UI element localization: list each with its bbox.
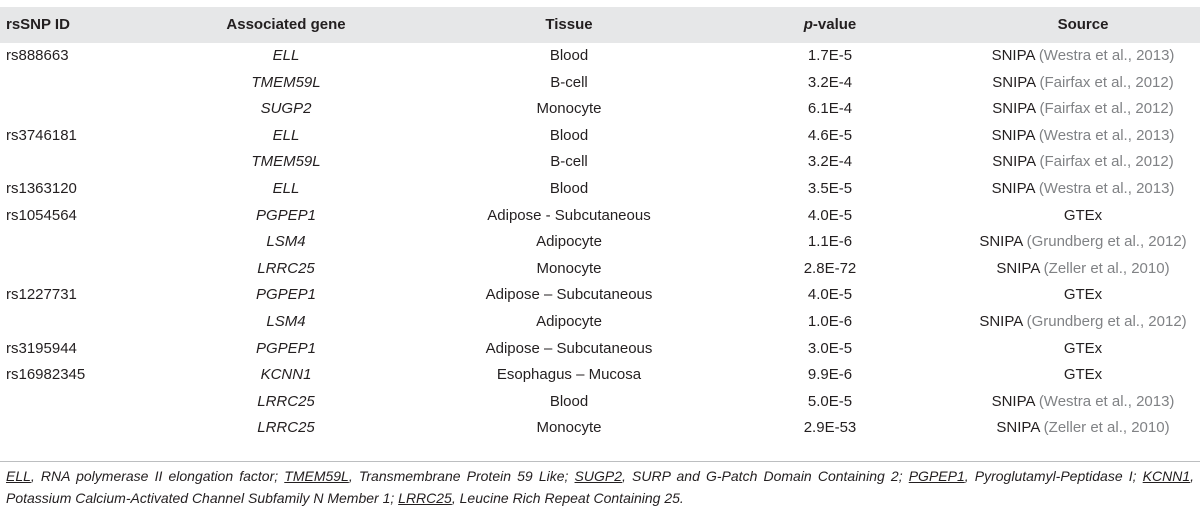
pvalue-cell: 3.2E-4 [807,153,853,171]
snp-cell: rs1054564 [6,206,77,224]
tissue-cell: Esophagus – Mucosa [496,366,642,384]
table-row [0,229,1200,256]
source-reference: (Zeller et al., 2010) [1043,259,1170,277]
snp-cell: rs888663 [6,47,69,64]
source-reference: (Fairfax et al., 2012) [1039,153,1174,171]
tissue-cell: Adipose – Subcutaneous [485,339,653,357]
source-cell [968,70,1198,97]
source-cell [968,43,1198,70]
source-name: SNIPA [996,419,1040,437]
source-cell [968,203,1198,230]
table-row [0,176,1200,203]
tissue-cell: Monocyte [536,100,602,118]
source-cell [968,256,1198,283]
table-row [0,389,1200,416]
source-cell [968,96,1198,123]
source-reference: (Westra et al., 2013) [1038,392,1175,410]
source-name: SNIPA [992,153,1036,171]
pvalue-cell: 4.6E-5 [807,126,853,144]
source-name: GTEx [1063,286,1103,304]
table-row [0,362,1200,389]
source-reference: (Westra et al., 2013) [1038,179,1175,197]
source-name: SNIPA [991,126,1035,144]
tissue-cell: Monocyte [536,259,602,277]
source-name: SNIPA [991,47,1035,64]
pvalue-cell: 1.1E-6 [807,233,853,251]
table-bottom-rule [0,461,1200,462]
table-footnote: ELL, RNA polymerase II elongation factor; TMEM59L, Transmembrane Protein 59 Like; SUGP2, SURP and G-Patch Domain Containing 2; PGPEP1, Pyroglutamyl-Peptidase I; KCNN1, Potassium Calcium-Activated Channel Subfamily N Member 1; LRRC25, Leucine Rich Repeat Containing 25. [6,468,1195,506]
header-tissue: Tissue [545,16,593,33]
source-name: SNIPA [979,233,1023,251]
pvalue-cell: 9.9E-6 [807,366,853,384]
tissue-cell: Adipocyte [536,233,602,251]
pvalue-cell: 2.8E-72 [803,259,857,277]
gene-cell: LRRC25 [257,259,315,277]
header-source: Source [1057,16,1109,33]
pvalue-cell: 3.0E-5 [807,339,853,357]
pvalue-cell: 3.2E-4 [807,73,853,91]
header-pvalue: p-value [803,16,857,33]
header-snp: rsSNP ID [6,16,70,33]
pvalue-cell: 1.7E-5 [807,47,853,64]
source-cell [968,415,1198,442]
source-name: SNIPA [992,100,1036,118]
gene-cell: LRRC25 [257,392,315,410]
table-row [0,149,1200,176]
table-header [0,7,1200,43]
header-gene: Associated gene [226,16,346,33]
table-row [0,336,1200,363]
table-row [0,415,1200,442]
source-cell [968,149,1198,176]
tissue-cell: Adipocyte [536,312,602,330]
source-cell [968,176,1198,203]
tissue-cell: B-cell [550,153,588,171]
source-name: GTEx [1063,366,1103,384]
tissue-cell: Blood [549,47,589,64]
source-cell [968,362,1198,389]
source-reference: (Fairfax et al., 2012) [1039,100,1174,118]
source-reference: (Grundberg et al., 2012) [1026,233,1187,251]
gene-cell: LRRC25 [257,419,315,437]
table-row [0,203,1200,230]
tissue-cell: Blood [549,179,589,197]
table-row [0,282,1200,309]
source-name: SNIPA [991,392,1035,410]
source-reference: (Grundberg et al., 2012) [1026,312,1187,330]
snp-cell: rs16982345 [6,366,86,384]
pvalue-cell: 6.1E-4 [807,100,853,118]
tissue-cell: B-cell [550,73,588,91]
tissue-cell: Adipose – Subcutaneous [485,286,653,304]
table-row [0,123,1200,150]
gene-cell: SUGP2 [260,100,312,118]
snp-cell: rs1227731 [6,286,77,304]
source-reference: (Westra et al., 2013) [1038,47,1175,64]
source-cell [968,282,1198,309]
tissue-cell: Blood [549,126,589,144]
source-name: SNIPA [996,259,1040,277]
pvalue-cell: 2.9E-53 [803,419,857,437]
pvalue-cell: 3.5E-5 [807,179,853,197]
gene-cell: PGPEP1 [255,339,317,357]
snp-cell: rs3195944 [6,339,77,357]
gene-cell: KCNN1 [260,366,312,384]
gene-cell: TMEM59L [251,73,321,91]
table-body [0,43,1200,442]
source-cell [968,229,1198,256]
pvalue-cell: 4.0E-5 [807,286,853,304]
pvalue-cell: 4.0E-5 [807,206,853,224]
gene-cell: PGPEP1 [255,286,317,304]
table-row [0,70,1200,97]
gene-cell: LSM4 [266,312,306,330]
source-name: SNIPA [979,312,1023,330]
pvalue-cell: 1.0E-6 [807,312,853,330]
source-name: SNIPA [991,179,1035,197]
source-cell [968,309,1198,336]
gene-cell: LSM4 [266,233,306,251]
gene-cell: PGPEP1 [255,206,317,224]
source-cell [968,123,1198,150]
snp-cell: rs3746181 [6,126,77,144]
source-name: GTEx [1063,206,1103,224]
source-reference: (Westra et al., 2013) [1038,126,1175,144]
source-cell [968,336,1198,363]
pvalue-cell: 5.0E-5 [807,392,853,410]
table-row [0,43,1200,70]
tissue-cell: Blood [549,392,589,410]
source-cell [968,389,1198,416]
source-reference: (Zeller et al., 2010) [1043,419,1170,437]
snp-table [0,7,1200,442]
gene-cell: ELL [272,179,300,197]
table-row [0,256,1200,283]
source-name: SNIPA [992,73,1036,91]
tissue-cell: Adipose - Subcutaneous [487,206,651,224]
table-row [0,96,1200,123]
gene-cell: ELL [272,126,300,144]
snp-cell: rs1363120 [6,179,77,197]
gene-cell: ELL [272,47,300,64]
source-reference: (Fairfax et al., 2012) [1039,73,1174,91]
source-name: GTEx [1063,339,1103,357]
tissue-cell: Monocyte [536,419,602,437]
gene-cell: TMEM59L [251,153,321,171]
table-row [0,309,1200,336]
